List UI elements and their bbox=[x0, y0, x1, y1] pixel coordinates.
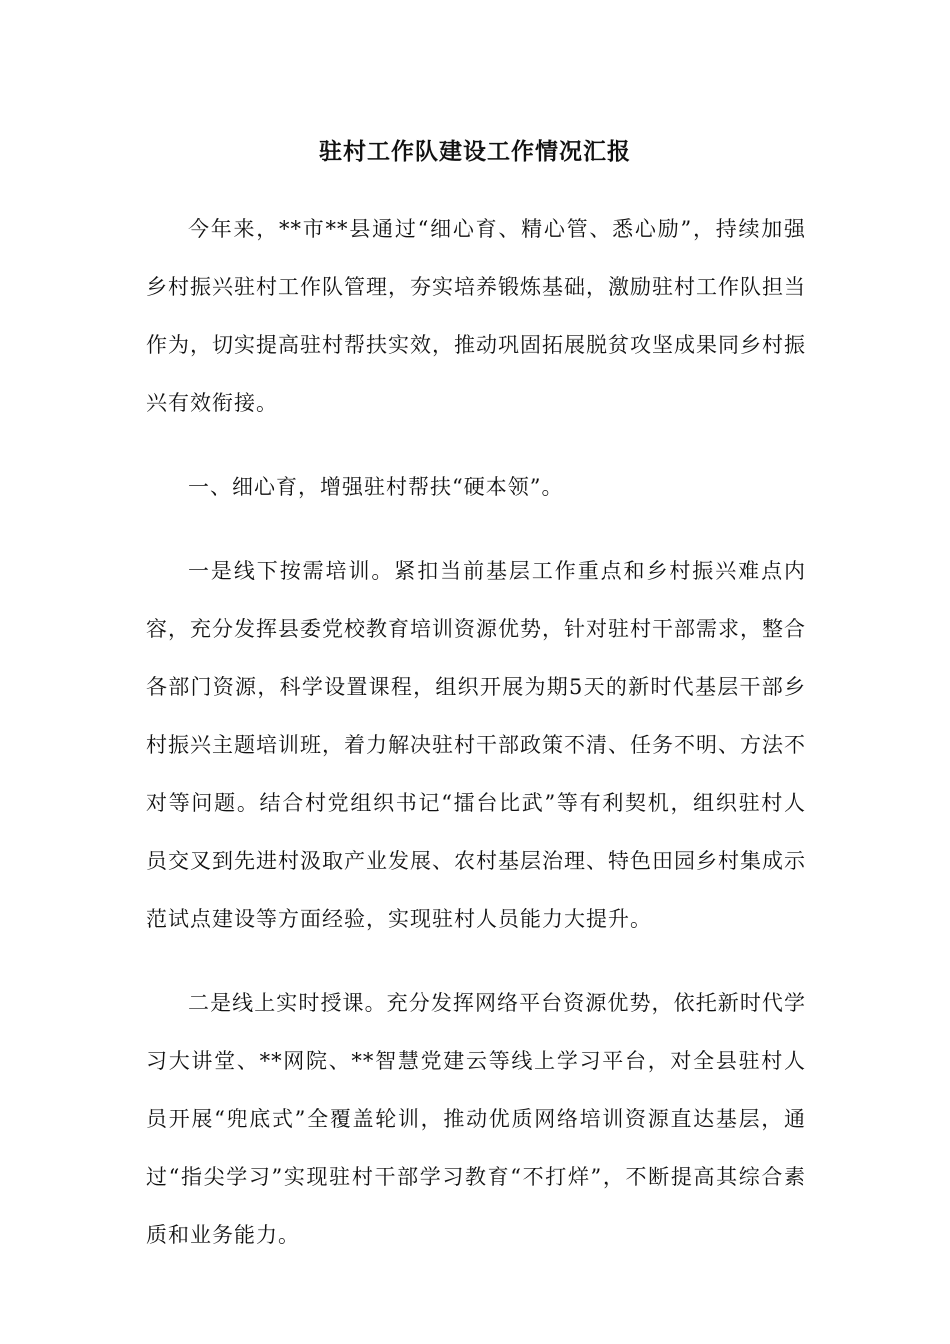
section-heading-1: 一、细心育，增强驻村帮扶“硬本领”。 bbox=[188, 475, 564, 499]
document-body bbox=[146, 200, 806, 1290]
document-title: 驻村工作队建设工作情况汇报 bbox=[319, 138, 631, 165]
paragraph-offline-training: 一是线下按需培训。紧扣当前基层工作重点和乡村振兴难点内容，充分发挥县委党校教育培训资源优势，针对驻村干部需求，整合各部门资源，科学设置课程，组织开展为期5天的新时代基层干部乡村振兴主题培训班，着力解决驻村干部政策不清、任务不明、方法不对等问题。结合村党组织书记“擂台比武”等有利契机，组织驻村人员交叉到先进村汲取产业发展、农村基层治理、特色田园乡村集成示范试点建设等方面经验，实现驻村人员能力大提升。 bbox=[146, 559, 806, 931]
paragraph-intro: 今年来，**市**县通过“细心育、精心管、悉心励”，持续加强乡村振兴驻村工作队管理，夯实培养锻炼基础，激励驻村工作队担当作为，切实提高驻村帮扶实效，推动巩固拓展脱贫攻坚成果同乡村振兴有效衔接。 bbox=[146, 217, 806, 415]
paragraph-online-teaching: 二是线上实时授课。充分发挥网络平台资源优势，依托新时代学习大讲堂、**网院、**智慧党建云等线上学习平台，对全县驻村人员开展“兜底式”全覆盖轮训，推动优质网络培训资源直达基层，通过“指尖学习”实现驻村干部学习教育“不打烊”，不断提高其综合素质和业务能力。 bbox=[146, 991, 806, 1247]
